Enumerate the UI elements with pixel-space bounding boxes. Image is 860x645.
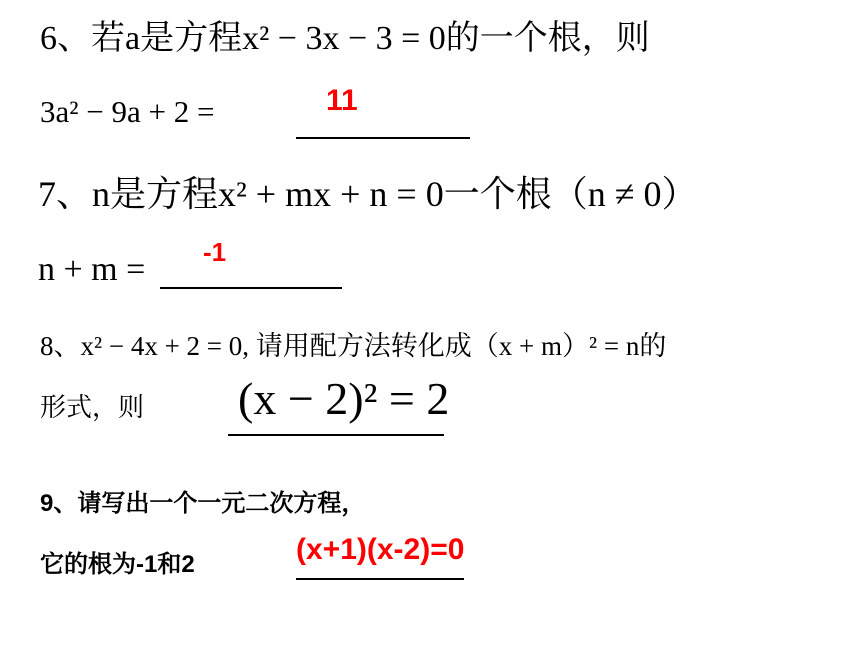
q8-line2: 形式，则 (40, 393, 145, 422)
q8-answer-blank (228, 434, 444, 436)
q7-answer: -1 (203, 237, 227, 267)
q9-line2: 它的根为-1和2 (40, 551, 195, 578)
q7-line1: 7、n是方程x² + mx + n = 0一个根（n ≠ 0） (38, 174, 698, 214)
q6-answer-blank (296, 137, 470, 139)
q7-line2: n + m = (38, 251, 146, 288)
q8-line1: 8、x² − 4x + 2 = 0, 请用配方法转化成（x + m）² = n的 (40, 331, 667, 361)
q6-line2: 3a² − 9a + 2 = (40, 94, 215, 129)
q6-answer: 11 (326, 84, 358, 117)
q9-answer-blank (296, 578, 464, 580)
q9-answer: (x+1)(x-2)=0 (296, 533, 465, 566)
q7-answer-blank (160, 287, 342, 289)
q6-line1: 6、若a是方程x² − 3x − 3 = 0的一个根，则 (40, 20, 650, 57)
q8-formula: (x − 2)² = 2 (238, 373, 450, 424)
q9-line1: 9、请写出一个一元二次方程， (40, 490, 366, 517)
